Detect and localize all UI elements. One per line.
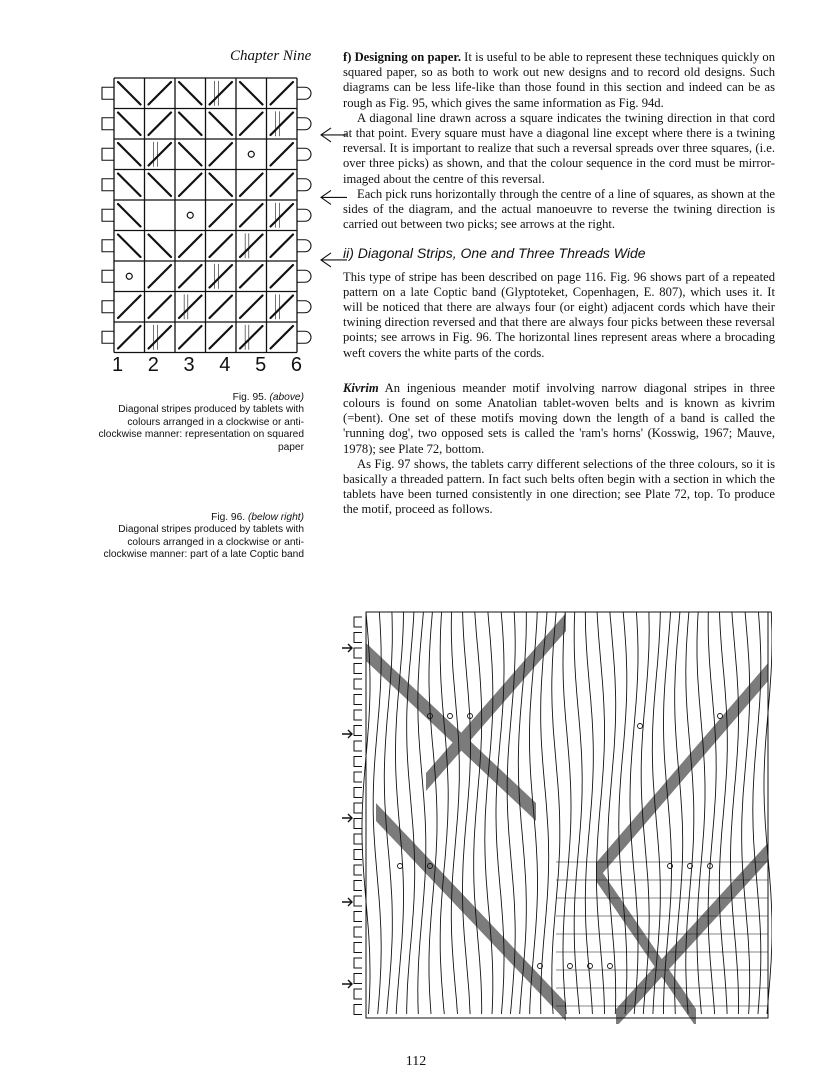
reversal-mark [448,714,453,719]
cord-line [463,612,471,1014]
cord-line [597,612,605,1014]
cord-line [686,612,694,1014]
twining-mark [179,113,202,136]
figure-95-caption [90,392,304,454]
pick-loop-left [354,989,362,999]
reversal-mark [638,724,643,729]
pick-loop-right [297,301,311,313]
twining-mark [149,235,172,258]
twining-mark [240,296,263,319]
pick-loop-left [102,209,114,221]
reversal-arrow-icon [342,898,352,906]
column-number: 3 [183,354,195,376]
pick-loop-left [354,726,362,736]
reversal-arrow-icon [342,644,352,652]
reversal-mark [568,964,573,969]
pick-loop-left [354,617,362,627]
paragraph: A diagonal line drawn across a square indicates the twining direction in that cord at that point. Every square must have a diagonal line except where there is a twining reversal. It is important to realize that such a reversal spreads over three squares, (i.e. over three picks) as shown, and that the colour sequence in the cord must be mirror-imaged about the centre of this reversal. [343,110,775,186]
pick-loop-left [354,974,362,984]
paragraph-kivrim [343,381,775,457]
twining-mark [118,113,141,136]
cord-line [719,612,727,1014]
reversal-arrow-icon [342,980,352,988]
twining-mark [271,143,294,166]
body-text-column [343,50,775,518]
twining-mark [210,296,233,319]
reversal-arrow-icon [342,814,352,822]
caption-text: Diagonal stripes produced by tablets with colours arranged in a clockwise or anti-clockwise manner: representation on squared paper [98,404,304,453]
pick-loop-left [354,819,362,829]
cord-line [731,612,739,1014]
reversal-mark [187,212,193,218]
twining-mark [149,296,172,319]
twining-mark [118,296,141,319]
paragraph-heading: Kivrim [343,380,379,395]
cord-line [585,612,593,1014]
twining-mark [271,82,294,105]
twining-mark [210,113,233,136]
pick-loop-left [354,648,362,658]
twining-mark [210,143,233,166]
twining-mark [118,174,141,197]
twining-mark [179,82,202,105]
twining-mark [240,235,263,258]
pick-loop-left [354,881,362,891]
figure-96-drawing [340,606,772,1024]
pick-loop-left [102,240,114,252]
cord-line [630,612,638,1014]
column-number: 2 [147,354,159,376]
pick-loop-left [354,865,362,875]
pick-loop-left [354,679,362,689]
twining-mark [240,265,263,288]
caption-label: Fig. 96. [211,512,246,523]
twining-mark [210,265,233,288]
twining-mark [240,326,263,349]
pick-loop-left [354,772,362,782]
pick-loop-left [102,331,114,343]
section-heading: ii) Diagonal Strips, One and Three Threads Wide [343,245,646,262]
pick-loop-left [354,943,362,953]
cord-line [541,612,549,1014]
twining-mark [179,296,202,319]
cord-line [407,612,415,1014]
pick-loop-right [297,209,311,221]
cord-line [429,612,437,1014]
twining-mark [149,143,172,166]
twining-mark [271,296,294,319]
pick-loop-left [354,741,362,751]
cord-line [708,612,716,1014]
twining-mark [240,174,263,197]
cord-line [474,612,482,1014]
twining-mark [271,326,294,349]
paragraph: This type of stripe has been described on page 116. Fig. 96 shows part of a repeated pattern on a late Coptic band (Glyptoteket, Copenhagen, E. 807), which uses it. It will be noticed that there are always four (or eight) adjacent cords which have their twining direction reversed and that there are always four picks between these reversal points; see arrows in Fig. 96. The horizontal lines represent areas where a brocading weft covers the white parts of the cords. [343,269,775,360]
cord-line [608,612,616,1014]
twining-mark [271,265,294,288]
twining-mark [118,235,141,258]
cord-line [485,612,493,1014]
twining-mark [271,174,294,197]
twining-mark [179,174,202,197]
twining-mark [271,113,294,136]
pick-loop-left [354,633,362,643]
pick-loop-left [102,87,114,99]
paragraph-designing-on-paper [343,50,775,111]
page-number: 112 [405,1054,427,1069]
pick-loop-left [354,927,362,937]
pick-loop-left [102,179,114,191]
twining-mark [210,174,233,197]
twining-mark [210,326,233,349]
cord-line [451,612,459,1014]
twining-mark [210,204,233,227]
pick-loop-left [354,1005,362,1015]
pick-loop-left [354,664,362,674]
caption-label: Fig. 95. [232,392,267,403]
pick-loop-left [354,958,362,968]
twining-mark [271,235,294,258]
pick-loop-left [354,850,362,860]
pick-loop-left [354,803,362,813]
reversal-mark [608,964,613,969]
pick-loop-right [297,179,311,191]
figure-96-caption [90,512,304,562]
figure-95-column-numbers [112,354,302,377]
paragraph: Each pick runs horizontally through the centre of a line of squares, as shown at the sides of the diagram, and the actual manoeuvre to reverse the twining direction is carried out between two picks; see arrows at the right. [343,186,775,232]
column-number: 6 [290,354,302,376]
pick-loop-left [354,757,362,767]
twining-mark [118,326,141,349]
twining-mark [149,265,172,288]
cord-line [552,612,560,1014]
pick-loop-right [297,331,311,343]
twining-mark [240,204,263,227]
reversal-mark [718,714,723,719]
pick-loop-right [297,118,311,130]
twining-mark [240,82,263,105]
paragraph-heading: f) Designing on paper. [343,50,461,64]
twining-mark [179,326,202,349]
caption-label-note: (below right) [247,512,304,523]
pick-loop-left [354,695,362,705]
pick-loop-left [102,301,114,313]
twining-mark [149,174,172,197]
column-number: 4 [219,354,231,376]
twining-mark [149,82,172,105]
pick-loop-left [102,118,114,130]
twining-mark [240,113,263,136]
caption-label-note: (above) [269,392,304,403]
twining-mark [210,235,233,258]
reversal-mark [248,151,254,157]
reversal-mark [126,273,132,279]
paragraph-text: It is useful to be able to represent these techniques quickly on squared paper, so as both to work out new designs and to record old designs. Such diagrams can be less life-like than those found in this section and indeed can be as rough as Fig. 95, which gives the same information as Fig. 94d. [343,50,775,110]
twining-mark [149,326,172,349]
paragraph-text: An ingenious meander motif involving narrow diagonal stripes in three colours is found on some Anatolian tablet-woven belts and is known as kivrim (=bent). One set of these motifs moving down the length of a band is called the 'running dog', two opposed sets is called the 'ram's horns' (Kosswig, 1967; Mauve, 1978); see Plate 72, bottom. [343,380,775,456]
pick-loop-left [354,788,362,798]
figure-95-diagram [96,74,358,356]
column-number: 5 [255,354,267,376]
cord-line [574,612,582,1014]
pick-loop-right [297,240,311,252]
cord-line [418,612,426,1014]
reversal-arrow-icon [342,730,352,738]
cord-line [742,612,750,1014]
twining-mark [118,143,141,166]
pick-loop-left [102,270,114,282]
pick-loop-right [297,270,311,282]
pick-loop-left [354,710,362,720]
column-number: 1 [112,354,124,376]
reversal-mark [398,864,403,869]
twining-mark [118,82,141,105]
cord-line [753,612,761,1014]
cord-line [619,612,627,1014]
pick-loop-left [354,896,362,906]
twining-mark [118,204,141,227]
pick-loop-right [297,148,311,160]
pick-loop-right [297,87,311,99]
twining-mark [271,204,294,227]
twining-mark [179,235,202,258]
pick-loop-left [102,148,114,160]
cord-line [697,612,705,1014]
cord-line [563,612,571,1014]
twining-mark [179,265,202,288]
chapter-header: Chapter Nine [230,48,312,64]
twining-mark [210,82,233,105]
cord-line [440,612,448,1014]
twining-mark [179,143,202,166]
paragraph: As Fig. 97 shows, the tablets carry different selections of the three colours, so it is basically a threaded pattern. In fact such belts often begin with a section in which the tablets have been turned consistently in one direction; see Plate 72, top. To produce the motif, proceed as follows. [343,456,775,517]
pick-loop-left [354,912,362,922]
caption-text: Diagonal stripes produced by tablets with colours arranged in a clockwise or anti-clockwise manner: part of a late Coptic band [103,524,304,561]
pick-loop-left [354,834,362,844]
twining-mark [149,113,172,136]
diagonal-strip [376,803,566,1021]
